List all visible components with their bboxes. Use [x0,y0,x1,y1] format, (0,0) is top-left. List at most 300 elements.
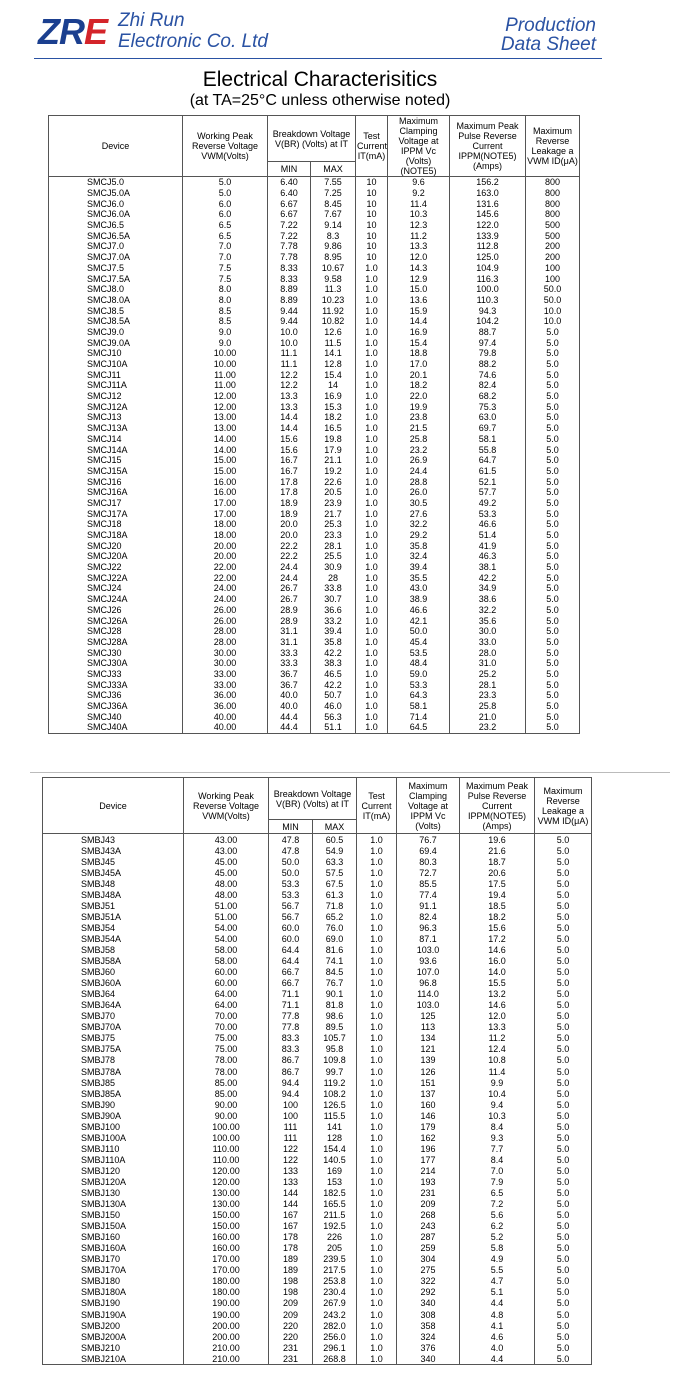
cell-vbr-min: 60.0 [269,933,313,944]
cell-id: 5.0 [535,1199,592,1210]
cell-id: 5.0 [535,1077,592,1088]
cell-it: 1.0 [357,1320,397,1331]
cell-vwm: 6.5 [183,230,268,241]
cell-id: 5.0 [526,722,580,733]
cell-vc: 26.9 [388,455,450,466]
cell-device: SMCJ24 [49,583,183,594]
table-row [49,658,580,669]
cell-device: SMBJ210 [43,1342,184,1353]
cell-device: SMCJ30 [49,647,183,658]
cell-vwm: 130.00 [184,1188,269,1199]
cell-id: 5.0 [535,834,592,846]
cell-vwm: 9.0 [183,337,268,348]
cell-id: 800 [526,209,580,220]
cell-it: 1.0 [357,1353,397,1365]
cell-device: SMCJ5.0A [49,188,183,199]
cell-vwm: 8.5 [183,305,268,316]
cell-device: SMBJ60 [43,967,184,978]
cell-ippm: 19.6 [460,834,535,846]
table-row [43,1276,592,1287]
cell-ippm: 4.9 [460,1254,535,1265]
cell-ippm: 110.3 [450,295,526,306]
table-row [49,369,580,380]
cell-vc: 125 [397,1011,460,1022]
cell-device: SMCJ10A [49,359,183,370]
table-row [49,359,580,370]
cell-id: 5.0 [535,1099,592,1110]
table-row [43,878,592,889]
cell-id: 5.0 [526,348,580,359]
cell-vc: 38.9 [388,594,450,605]
cell-device: SMBJ51 [43,900,184,911]
cell-device: SMCJ28 [49,626,183,637]
cell-vwm: 180.00 [184,1276,269,1287]
cell-ippm: 23.3 [450,690,526,701]
cell-vbr-min: 167 [269,1210,313,1221]
cell-id: 5.0 [526,412,580,423]
cell-vbr-max: 243.2 [313,1309,357,1320]
cell-device: SMBJ100 [43,1121,184,1132]
cell-vc: 28.8 [388,476,450,487]
cell-id: 5.0 [526,508,580,519]
cell-vwm: 22.00 [183,572,268,583]
cell-vbr-min: 209 [269,1298,313,1309]
cell-vc: 43.0 [388,583,450,594]
cell-vc: 53.3 [388,679,450,690]
cell-it: 1.0 [356,487,388,498]
cell-it: 1.0 [357,1121,397,1132]
cell-vc: 10.3 [388,209,450,220]
cell-it: 1.0 [357,1254,397,1265]
cell-vbr-min: 71.1 [269,1000,313,1011]
cell-vbr-min: 100 [269,1110,313,1121]
col-vbr-min: MIN [269,820,313,834]
cell-it: 1.0 [356,572,388,583]
col-vc: Maximum Clamping Voltage at IPPM Vc (Volts)(NOTE5) [388,116,450,177]
cell-device: SMBJ54 [43,922,184,933]
cell-it: 1.0 [357,922,397,933]
cell-ippm: 5.8 [460,1243,535,1254]
cell-device: SMBJ100A [43,1132,184,1143]
cell-it: 1.0 [357,1176,397,1187]
cell-id: 5.0 [535,1298,592,1309]
cell-vwm: 28.00 [183,637,268,648]
cell-vc: 76.7 [397,834,460,846]
cell-vc: 324 [397,1331,460,1342]
cell-vbr-min: 111 [269,1132,313,1143]
cell-vbr-max: 33.8 [311,583,356,594]
smbj-characteristics-table [42,777,592,1365]
cell-it: 1.0 [356,530,388,541]
cell-ippm: 20.6 [460,867,535,878]
cell-it: 10 [356,188,388,199]
cell-vbr-min: 66.7 [269,978,313,989]
cell-vwm: 33.00 [183,669,268,680]
cell-it: 1.0 [356,273,388,284]
cell-id: 5.0 [535,1309,592,1320]
cell-ippm: 145.6 [450,209,526,220]
cell-vbr-min: 6.67 [268,198,311,209]
cell-it: 1.0 [357,900,397,911]
cell-vwm: 75.00 [184,1033,269,1044]
cell-it: 1.0 [356,626,388,637]
cell-vc: 50.0 [388,626,450,637]
cell-vbr-max: 17.9 [311,444,356,455]
cell-vbr-min: 122 [269,1154,313,1165]
cell-vwm: 14.00 [183,434,268,445]
cell-ippm: 15.6 [460,922,535,933]
cell-vbr-max: 211.5 [313,1210,357,1221]
cell-vc: 96.8 [397,978,460,989]
cell-ippm: 10.3 [460,1110,535,1121]
cell-vbr-max: 14 [311,380,356,391]
cell-vbr-min: 11.1 [268,359,311,370]
cell-vc: 22.0 [388,391,450,402]
table-row [43,978,592,989]
cell-it: 1.0 [357,1309,397,1320]
cell-vwm: 43.00 [184,845,269,856]
cell-vbr-min: 6.67 [268,209,311,220]
cell-vwm: 30.00 [183,647,268,658]
cell-id: 5.0 [526,359,580,370]
cell-device: SMBJ64A [43,1000,184,1011]
cell-vc: 39.4 [388,562,450,573]
cell-it: 1.0 [357,1199,397,1210]
cell-vwm: 40.00 [183,711,268,722]
cell-vwm: 180.00 [184,1287,269,1298]
table-row [43,1044,592,1055]
cell-it: 1.0 [357,1132,397,1143]
cell-vc: 27.6 [388,508,450,519]
table-row [43,1132,592,1143]
cell-vbr-max: 18.2 [311,412,356,423]
cell-device: SMCJ26 [49,605,183,616]
cell-device: SMBJ190A [43,1309,184,1320]
cell-ippm: 4.7 [460,1276,535,1287]
cell-vc: 113 [397,1022,460,1033]
cell-id: 5.0 [526,444,580,455]
cell-vc: 13.6 [388,295,450,306]
cell-it: 1.0 [357,1033,397,1044]
table-row [43,845,592,856]
cell-vwm: 33.00 [183,679,268,690]
col-device: Device [49,116,183,177]
table-row [43,1331,592,1342]
cell-vbr-min: 31.1 [268,637,311,648]
cell-it: 1.0 [356,722,388,733]
cell-vc: 59.0 [388,669,450,680]
cell-vbr-max: 169 [313,1165,357,1176]
cell-id: 5.0 [535,1232,592,1243]
cell-vwm: 60.00 [184,978,269,989]
cell-vbr-min: 133 [269,1176,313,1187]
cell-ippm: 28.1 [450,679,526,690]
col-vbr-max: MAX [311,162,356,177]
cell-device: SMCJ7.5A [49,273,183,284]
cell-vwm: 18.00 [183,519,268,530]
cell-id: 5.0 [526,583,580,594]
cell-id: 5.0 [526,637,580,648]
table-row [43,1232,592,1243]
cell-id: 5.0 [526,594,580,605]
cell-vbr-min: 100 [269,1099,313,1110]
cell-vbr-max: 256.0 [313,1331,357,1342]
cell-vbr-min: 53.3 [269,889,313,900]
cell-vc: 35.8 [388,540,450,551]
table-row [43,1110,592,1121]
cell-vbr-min: 198 [269,1276,313,1287]
cell-vbr-max: 108.2 [313,1088,357,1099]
cell-vbr-min: 209 [269,1309,313,1320]
document-type-line2: Data Sheet [500,34,596,55]
cell-vbr-min: 33.3 [268,647,311,658]
cell-ippm: 61.5 [450,466,526,477]
cell-ippm: 57.7 [450,487,526,498]
cell-ippm: 7.0 [460,1165,535,1176]
cell-vc: 139 [397,1055,460,1066]
cell-vbr-min: 47.8 [269,834,313,846]
cell-vwm: 170.00 [184,1254,269,1265]
table-row [49,273,580,284]
cell-vc: 21.5 [388,423,450,434]
cell-vc: 71.4 [388,711,450,722]
cell-vc: 72.7 [397,867,460,878]
cell-it: 1.0 [357,1243,397,1254]
cell-vc: 45.4 [388,637,450,648]
cell-vbr-max: 11.3 [311,284,356,295]
cell-vc: 32.4 [388,551,450,562]
cell-ippm: 31.0 [450,658,526,669]
cell-vc: 15.9 [388,305,450,316]
cell-vc: 87.1 [397,933,460,944]
cell-vwm: 13.00 [183,412,268,423]
cell-device: SMCJ7.5 [49,263,183,274]
cell-vbr-min: 22.2 [268,551,311,562]
cell-vc: 137 [397,1088,460,1099]
table-row [43,1033,592,1044]
cell-it: 1.0 [356,444,388,455]
cell-vc: 16.9 [388,327,450,338]
cell-vwm: 18.00 [183,530,268,541]
cell-vbr-min: 178 [269,1243,313,1254]
cell-vwm: 160.00 [184,1232,269,1243]
cell-ippm: 42.2 [450,572,526,583]
table-row [49,434,580,445]
cell-it: 1.0 [356,327,388,338]
cell-ippm: 94.3 [450,305,526,316]
cell-vbr-min: 56.7 [269,911,313,922]
cell-vbr-max: 109.8 [313,1055,357,1066]
cell-ippm: 5.2 [460,1232,535,1243]
cell-ippm: 7.9 [460,1176,535,1187]
cell-ippm: 13.3 [460,1022,535,1033]
cell-it: 1.0 [356,562,388,573]
header-rule [34,58,602,59]
cell-vwm: 150.00 [184,1221,269,1232]
table-row [49,562,580,573]
cell-ippm: 88.7 [450,327,526,338]
cell-id: 5.0 [526,327,580,338]
cell-id: 5.0 [526,690,580,701]
cell-vbr-max: 57.5 [313,867,357,878]
cell-vc: 12.0 [388,252,450,263]
cell-vbr-min: 53.3 [269,878,313,889]
cell-id: 5.0 [526,530,580,541]
cell-vbr-max: 115.5 [313,1110,357,1121]
cell-it: 1.0 [357,845,397,856]
cell-vwm: 14.00 [183,444,268,455]
table-row [49,305,580,316]
cell-vbr-min: 144 [269,1199,313,1210]
cell-vbr-min: 56.7 [269,900,313,911]
cell-vbr-max: 76.7 [313,978,357,989]
cell-vbr-min: 26.7 [268,583,311,594]
cell-ippm: 112.8 [450,241,526,252]
cell-ippm: 5.6 [460,1210,535,1221]
cell-ippm: 18.7 [460,856,535,867]
cell-it: 10 [356,198,388,209]
cell-vc: 177 [397,1154,460,1165]
cell-vbr-max: 8.3 [311,230,356,241]
cell-vc: 275 [397,1265,460,1276]
cell-vbr-min: 178 [269,1232,313,1243]
cell-vc: 12.3 [388,220,450,231]
cell-vwm: 210.00 [184,1353,269,1365]
cell-vwm: 48.00 [184,889,269,900]
cell-vc: 114.0 [397,989,460,1000]
table-row [43,1342,592,1353]
cell-it: 1.0 [357,933,397,944]
cell-vbr-min: 8.33 [268,273,311,284]
cell-vbr-max: 23.9 [311,498,356,509]
cell-vc: 196 [397,1143,460,1154]
cell-it: 1.0 [357,956,397,967]
cell-vwm: 7.5 [183,263,268,274]
cell-it: 1.0 [356,391,388,402]
cell-vbr-max: 98.6 [313,1011,357,1022]
table-row [43,1221,592,1232]
cell-vwm: 64.00 [184,1000,269,1011]
cell-id: 5.0 [526,562,580,573]
cell-ippm: 18.2 [460,911,535,922]
table-row [43,1243,592,1254]
cell-device: SMCJ26A [49,615,183,626]
cell-vbr-max: 28.1 [311,540,356,551]
cell-vc: 268 [397,1210,460,1221]
cell-ippm: 28.0 [450,647,526,658]
table-row [43,1154,592,1165]
cell-vwm: 8.0 [183,295,268,306]
cell-device: SMBJ60A [43,978,184,989]
cell-id: 5.0 [526,605,580,616]
cell-it: 1.0 [356,605,388,616]
cell-vbr-min: 144 [269,1188,313,1199]
cell-vbr-max: 267.9 [313,1298,357,1309]
table-row [49,583,580,594]
cell-it: 1.0 [357,967,397,978]
cell-device: SMCJ12A [49,401,183,412]
cell-vbr-min: 122 [269,1143,313,1154]
cell-vbr-max: 10.23 [311,295,356,306]
cell-vbr-max: 14.1 [311,348,356,359]
cell-id: 5.0 [526,476,580,487]
cell-id: 5.0 [535,967,592,978]
cell-ippm: 74.6 [450,369,526,380]
cell-vbr-min: 40.0 [268,690,311,701]
page-title: Electrical Characterisitics [202,68,438,91]
cell-it: 1.0 [357,889,397,900]
cell-vc: 12.9 [388,273,450,284]
cell-vwm: 30.00 [183,658,268,669]
cell-ippm: 38.1 [450,562,526,573]
cell-device: SMBJ160A [43,1243,184,1254]
cell-it: 1.0 [356,337,388,348]
cell-vbr-min: 231 [269,1342,313,1353]
cell-vwm: 200.00 [184,1331,269,1342]
cell-vbr-max: 7.55 [311,177,356,188]
cell-vwm: 16.00 [183,487,268,498]
cell-device: SMCJ6.0 [49,198,183,209]
cell-vbr-min: 11.1 [268,348,311,359]
cell-vc: 179 [397,1121,460,1132]
cell-device: SMCJ33A [49,679,183,690]
cell-it: 1.0 [357,1331,397,1342]
cell-it: 1.0 [356,711,388,722]
cell-it: 1.0 [356,263,388,274]
cell-vbr-max: 7.25 [311,188,356,199]
cell-vbr-max: 99.7 [313,1066,357,1077]
cell-id: 5.0 [526,647,580,658]
cell-vbr-min: 7.22 [268,220,311,231]
table-row [49,701,580,712]
cell-id: 5.0 [535,922,592,933]
cell-vbr-min: 18.9 [268,498,311,509]
cell-vc: 340 [397,1353,460,1365]
cell-device: SMBJ170 [43,1254,184,1265]
cell-ippm: 4.0 [460,1342,535,1353]
col-vbr: Breakdown Voltage V(BR) (Volts) at IT [269,778,357,820]
cell-vbr-min: 64.4 [269,956,313,967]
company-name-line1: Zhi Run [118,10,185,31]
cell-vbr-max: 67.5 [313,878,357,889]
cell-id: 5.0 [526,380,580,391]
cell-vbr-max: 76.0 [313,922,357,933]
table-row [49,455,580,466]
table-row [43,1011,592,1022]
cell-it: 1.0 [356,305,388,316]
cell-vbr-max: 16.9 [311,391,356,402]
cell-it: 1.0 [356,540,388,551]
cell-vbr-max: 11.92 [311,305,356,316]
col-it: Test Current IT(mA) [356,116,388,177]
cell-it: 1.0 [356,669,388,680]
cell-id: 5.0 [535,1055,592,1066]
cell-vwm: 17.00 [183,508,268,519]
cell-ippm: 79.8 [450,348,526,359]
cell-it: 10 [356,241,388,252]
cell-vbr-min: 9.44 [268,305,311,316]
cell-ippm: 14.6 [460,944,535,955]
cell-id: 5.0 [535,1088,592,1099]
cell-ippm: 4.1 [460,1320,535,1331]
cell-vbr-max: 63.3 [313,856,357,867]
table-row [49,284,580,295]
cell-it: 1.0 [357,1022,397,1033]
cell-id: 5.0 [535,956,592,967]
cell-vbr-max: 56.3 [311,711,356,722]
cell-id: 5.0 [526,369,580,380]
cell-vbr-min: 24.4 [268,572,311,583]
